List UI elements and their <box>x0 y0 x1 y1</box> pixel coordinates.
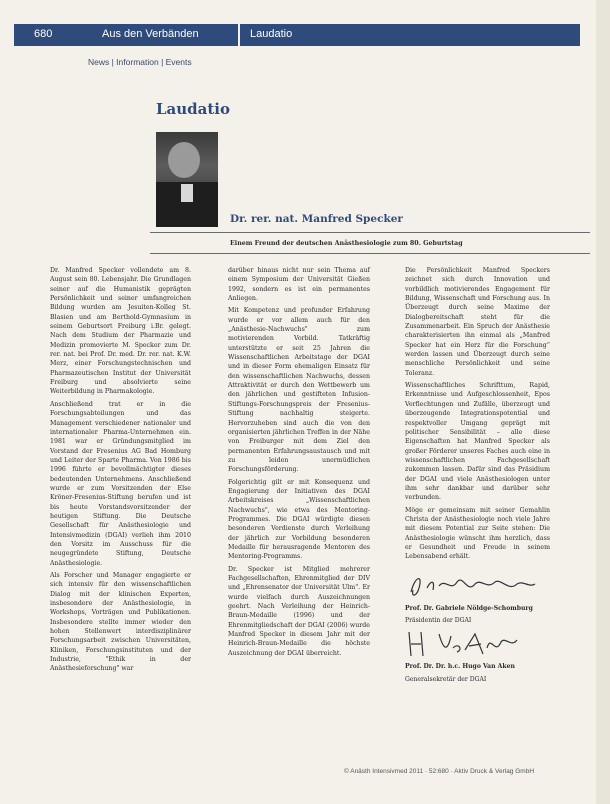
header-bar <box>14 24 580 46</box>
paragraph: Anschließend trat er in die Forschungsabteilungen und das Management verschiedener nationaler und internationaler Pharma-Unternehmen ein. 1981 war er Gründungsmitglied im Vorstand der Fresenius AG Bad Homburg und Leiter der Sparte Pharma. Von 1986 bis 1996 führte er bevollmächtigter dieses bedeutenden Unternehmens. Anschließend wurde er zum Vorsitzenden der Else Kröner-Fresenius-Stiftung berufen und ist bis heute Vorstandsvorsitzender der heutigen Stiftung. Die Deutsche Gesellschaft für Anästhesiologie und Intensivmedizin (DGAI) verlieh ihm 2010 den Vorsitz im Ausschuss für die neugegründete Stiftung, Deutsche Anästhesiologie. <box>50 400 191 567</box>
paragraph: Dr. Manfred Specker vollendete am 8. August sein 80. Lebensjahr. Die Grundlagen seiner auf die Humanistik geprägten Persönlichkeit und seiner umfangreichen Bildung wurden am Jesuiten-Kolleg St. Blasien und am Berthold-Gymnasium in seinem Geburtsort Freiburg i.Br. gelegt. Nach dem Studium der Pharmazie und Medizin promovierte M. Specker zum Dr. rer. nat. bei Prof. Dr. med. Dr. rer. nat. K.W. Merz, einer Forschungstechnischen und Pharmazeutischen Institut der Universität Freiburg und absolvierte seine Weiterbildung in Pharmakologie. <box>50 267 191 396</box>
signature-block <box>405 570 550 684</box>
paragraph: Als Forscher und Manager engagierte er sich intensiv für den wissenschaftlichen Dialog mit der klinischen Experten, insbesondere der Anästhesiologie, in Workshops, Vorträgen und Publikationen. Insbesondere stellte immer wieder den hohen Stellenwert interdisziplinärer Forschungsarbeit zwischen Universitäten, Kliniken, Forschungsinstituten und der Industrie, "Ethik in der Anästhesieforschung" war <box>50 572 191 673</box>
signature-2 <box>405 628 550 662</box>
paragraph: Möge er gemeinsam mit seiner Gemahlin Christa der Anästhesiologie noch viele Jahre mit diesem Potential zur Seite stehen: Die Anästhesiologie wünscht ihm herzlich, dass er Gesundheit und Freude in seinem Lebensabend erhält. <box>405 506 550 561</box>
paragraph: Dr. Specker ist Mitglied mehrerer Fachgesellschaften, Ehrenmitglied der DIV und „Ehrensenator der Universität Ulm". Er wurde vielfach durch Auszeichnungen geehrt. Nach Verleihung der Heinrich-Braun-Medaille (1996) und der Ehrenmitgliedschaft der DGAI (2006) wurde Manfred Specker in diesem Jahr mit der Heinrich-Braun-Medaille die höchste Auszeichnung der DGAI überreicht. <box>228 565 370 657</box>
header-divider <box>238 24 240 46</box>
paragraph: darüber hinaus nicht nur sein Thema auf einem Symposium der Universität Gießen 1992, sondern es ist ein permanentes Anliegen. <box>228 267 370 303</box>
paragraph: Folgerichtig gilt er mit Konsequenz und Engagierung der Initiativen des DGAI Arbeitskreises „Wissenschaftlichen Nachwuchs", wie etwa des Mentoring-Programmes. Die DGAI würdigte diesen besonderen Verdienste durch Verleihung der jährlich zur Vorbildung besonderen Medaille für herausragende Mentoren des Mentoring-Programms. <box>228 478 370 561</box>
article-subtitle: Einem Freund der deutschen Anästhesiologie zum 80. Geburtstag <box>230 240 463 247</box>
signatory-role: Präsidentin der DGAI <box>405 617 472 624</box>
text-column-1 <box>50 266 191 677</box>
section-label: Aus den Verbänden <box>102 28 199 40</box>
page-footer: © Anästh Intensivmed 2011 · 52:680 · Aktiv Druck & Verlag GmbH <box>344 768 535 775</box>
rule-top <box>150 232 590 233</box>
paragraph: Wissenschaftliches Schrifttum, Rapid, Erkenntnisse und Aufgeschlossenheit, Epos Verflechtungen und Zufälle, überzeugt und überzeugende Integrationspotential und respektvoller Umgang geprägt mit politischer Sensibilität – alle diese Eigenschaften hat Manfred Specker als großer Förderer unseres Faches auch eine in wissenschaftlichen Fachgesellschaft zukommen lassen. Dafür sind das Präsidium der DGAI und viele Anästhesiologen unter ihm sehr dankbar und darüber sehr verbunden. <box>405 382 550 502</box>
portrait-shirt <box>181 184 193 202</box>
text-column-2 <box>228 266 370 661</box>
article-title: Laudatio <box>156 100 231 118</box>
page-number: 680 <box>34 28 53 40</box>
signatory-role: Generalsekretär der DGAI <box>405 675 487 683</box>
subsection-label: Laudatio <box>250 28 293 40</box>
signature-1 <box>405 570 550 604</box>
portrait-face <box>168 142 200 178</box>
paragraph: Die Persönlichkeit Manfred Speckers zeichnet sich durch Innovation und vorbildlich motivierendes Engagement für Bildung, Wissenschaft und Forschung aus. In Überzeugt durch seine Maxime der Dialogbereitschaft steht für die Zusammenarbeit. Ein Spruch der Anästhesie charakterisierten ihn einmal als „Manfred Specker hat ein Herz für die Forschung“ werden lassen und Überzeugt durch seine menschliche Persönlichkeit und seine Toleranz. <box>405 267 550 377</box>
portrait-photo <box>156 132 218 227</box>
rule-bottom <box>150 253 590 254</box>
person-name: Dr. rer. nat. Manfred Specker <box>230 213 403 225</box>
signatory-name: Prof. Dr. Gabriele Nöldge-Schomburg <box>405 604 533 612</box>
signatory-name: Prof. Dr. Dr. h.c. Hugo Van Aken <box>405 663 515 671</box>
section-nav: News | Information | Events <box>88 57 192 67</box>
text-column-3 <box>405 266 550 687</box>
page-edge <box>596 0 610 804</box>
paragraph: Mit Kompetenz und profunder Erfahrung wurde er vor allem auch für den „Anästhesie-Nachwuchs" zum motivierenden Vorbild. Tatkräftig unterstützte er seit 25 Jahren die Wissenschaftlichen Arbeitstage der DGAI und in dieser Form ehemaligen Einsatz für den wissenschaftlichen Nachwuchs, dessen Attraktivität er durch den Wettbewerb um den jährlichen und gestifteten Infusion-Stiftungs-Forschungspreis der Fresenius-Stiftung nachhaltig steigerte. Hervorzuheben sind auch die von den organisierten jährlichen Treffen in der Nähe von Freiburger mit dem Ziel den permanenten Erfahrungsaustausch und mit zu leiden unermüdlichen Forschungsförderung. <box>228 307 370 474</box>
